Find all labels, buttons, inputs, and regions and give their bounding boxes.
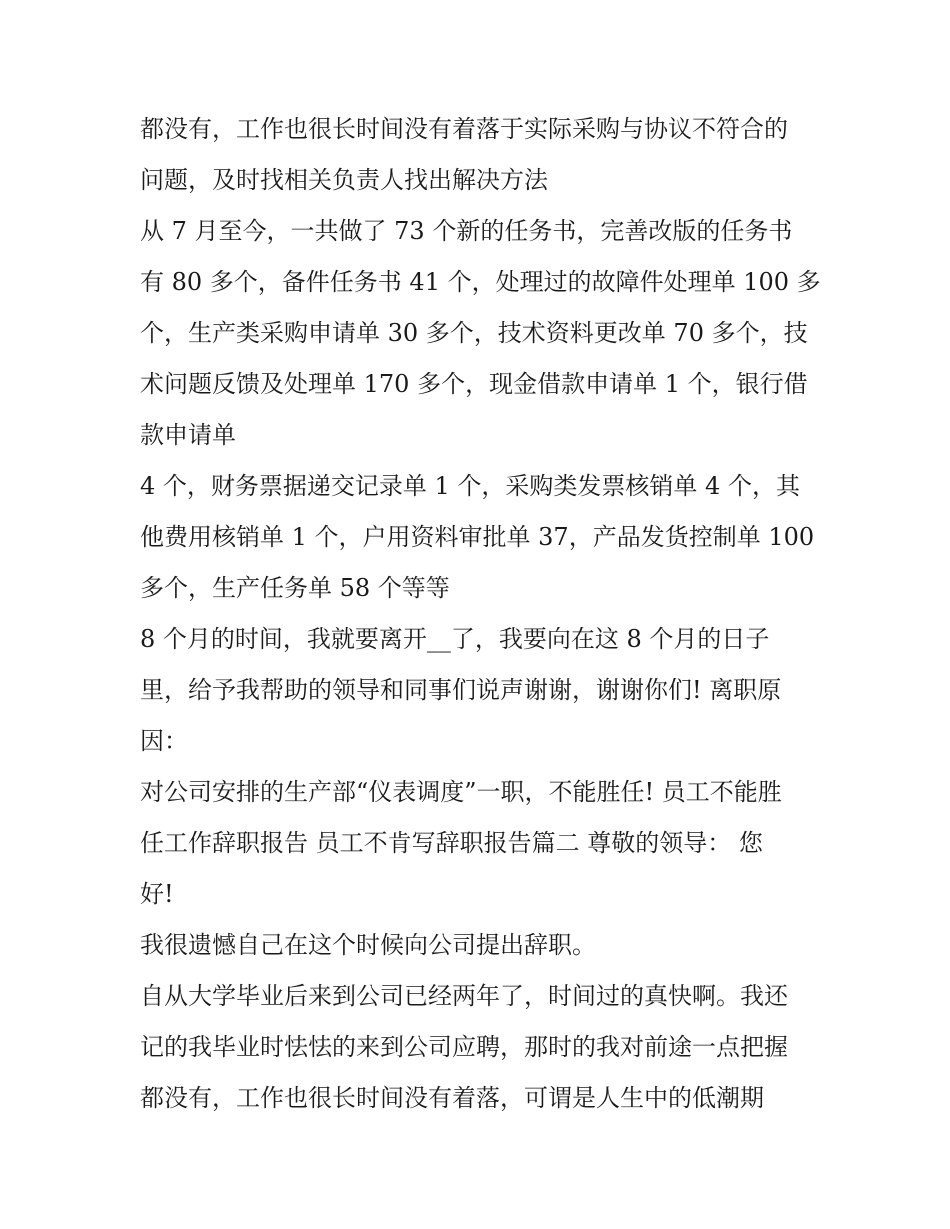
text-line: 因： (140, 727, 188, 755)
text-line: 术问题反馈及处理单 170 多个，现金借款申请单 1 个，银行借 (140, 370, 808, 398)
text-line: 4 个，财务票据递交记录单 1 个，采购类发票核销单 4 个，其 (140, 472, 800, 500)
document-body (140, 104, 830, 1124)
text-line: 多个，生产任务单 58 个等等 (140, 574, 450, 602)
text-line: 他费用核销单 1 个，户用资料审批单 37，产品发货控制单 100 (140, 523, 815, 551)
text-line: 8 个月的时间，我就要离开__了，我要向在这 8 个月的日子 (140, 625, 770, 653)
text-line: 好! (140, 880, 174, 908)
text-line: 我很遗憾自己在这个时候向公司提出辞职。 (140, 931, 596, 959)
text-line: 款申请单 (140, 421, 236, 449)
text-line: 记的我毕业时怯怯的来到公司应聘，那时的我对前途一点把握 (140, 1033, 788, 1061)
text-line: 对公司安排的生产部“仪表调度”一职，不能胜任! 员工不能胜 (140, 778, 782, 806)
text-line: 里，给予我帮助的领导和同事们说声谢谢，谢谢你们! 离职原 (140, 676, 782, 704)
text-line: 都没有，工作也很长时间没有着落于实际采购与协议不符合的 (140, 115, 788, 143)
text-line: 自从大学毕业后来到公司已经两年了，时间过的真快啊。我还 (140, 982, 788, 1010)
text-line: 问题，及时找相关负责人找出解决方法 (140, 166, 548, 194)
text-line: 都没有，工作也很长时间没有着落，可谓是人生中的低潮期 (140, 1084, 764, 1112)
text-line: 从 7 月至今，一共做了 73 个新的任务书，完善改版的任务书 (140, 217, 793, 245)
text-line: 个，生产类采购申请单 30 多个，技术资料更改单 70 多个，技 (140, 319, 808, 347)
text-line: 任工作辞职报告 员工不肯写辞职报告篇二 尊敬的领导： 您 (140, 829, 763, 857)
text-line: 有 80 多个，备件任务书 41 个，处理过的故障件处理单 100 多 (140, 268, 821, 296)
